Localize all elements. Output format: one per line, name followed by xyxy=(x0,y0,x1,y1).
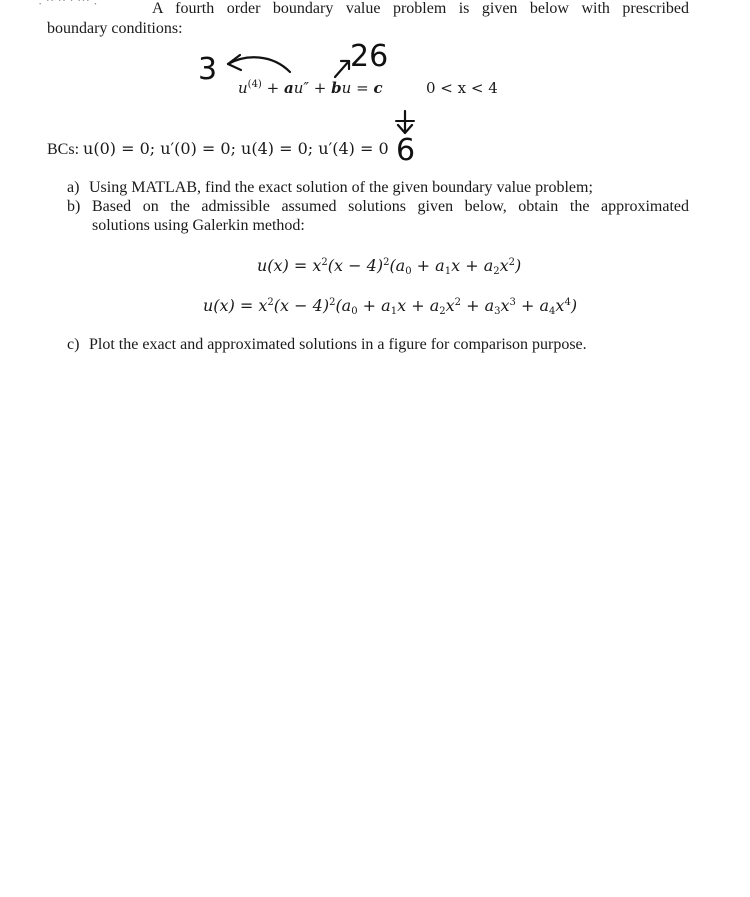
handwritten-a-value: 3 xyxy=(198,52,218,87)
part-b-line-1: Based on the admissible assumed solutions given below, obtain the approximated xyxy=(92,198,689,215)
handwritten-c-value: 6 xyxy=(396,133,416,168)
assumed-solution-1: $u(x) = x^2(x - 4)^2(a_0 + a_1x + a_2x^2)$ xyxy=(257,256,522,277)
governing-equation: $u^{(4)} + au''$ + bu = c xyxy=(238,79,383,97)
part-b-marker: b) xyxy=(67,198,81,215)
bcs-line xyxy=(47,139,389,159)
bcs-conditions: u(0) = 0; u′(0) = 0; u(4) = 0; u′(4) = 0 xyxy=(83,139,389,158)
part-a-marker: a) xyxy=(67,179,80,196)
part-a-text: Using MATLAB, find the exact solution of the given boundary value problem; xyxy=(89,179,593,196)
part-c-marker: c) xyxy=(67,336,80,353)
cropped-heading-fragment: · ˙˙ ˙˙ ˙ ˙˙˙ · xyxy=(38,0,98,11)
intro-line-1: A fourth order boundary value problem is given below with prescribed xyxy=(152,0,689,17)
arrow-left-icon xyxy=(224,50,294,78)
arrow-down-icon xyxy=(394,108,416,136)
bcs-label: BCs: xyxy=(47,141,80,158)
part-c-text: Plot the exact and approximated solutions in a figure for comparison purpose. xyxy=(89,336,587,353)
part-a xyxy=(67,178,593,197)
equation-domain: 0 < x < 4 xyxy=(426,79,498,97)
intro-line-2: boundary conditions: xyxy=(47,20,183,37)
part-c xyxy=(67,335,587,354)
part-b-line-2: solutions using Galerkin method: xyxy=(92,217,305,234)
handwritten-b-value: 26 xyxy=(350,39,389,74)
assumed-solution-2: $u(x) = x^2(x - 4)^2(a_0 + a_1x + a_2x^2 + a_3x^3 + a_4x^4)$ xyxy=(203,296,578,317)
